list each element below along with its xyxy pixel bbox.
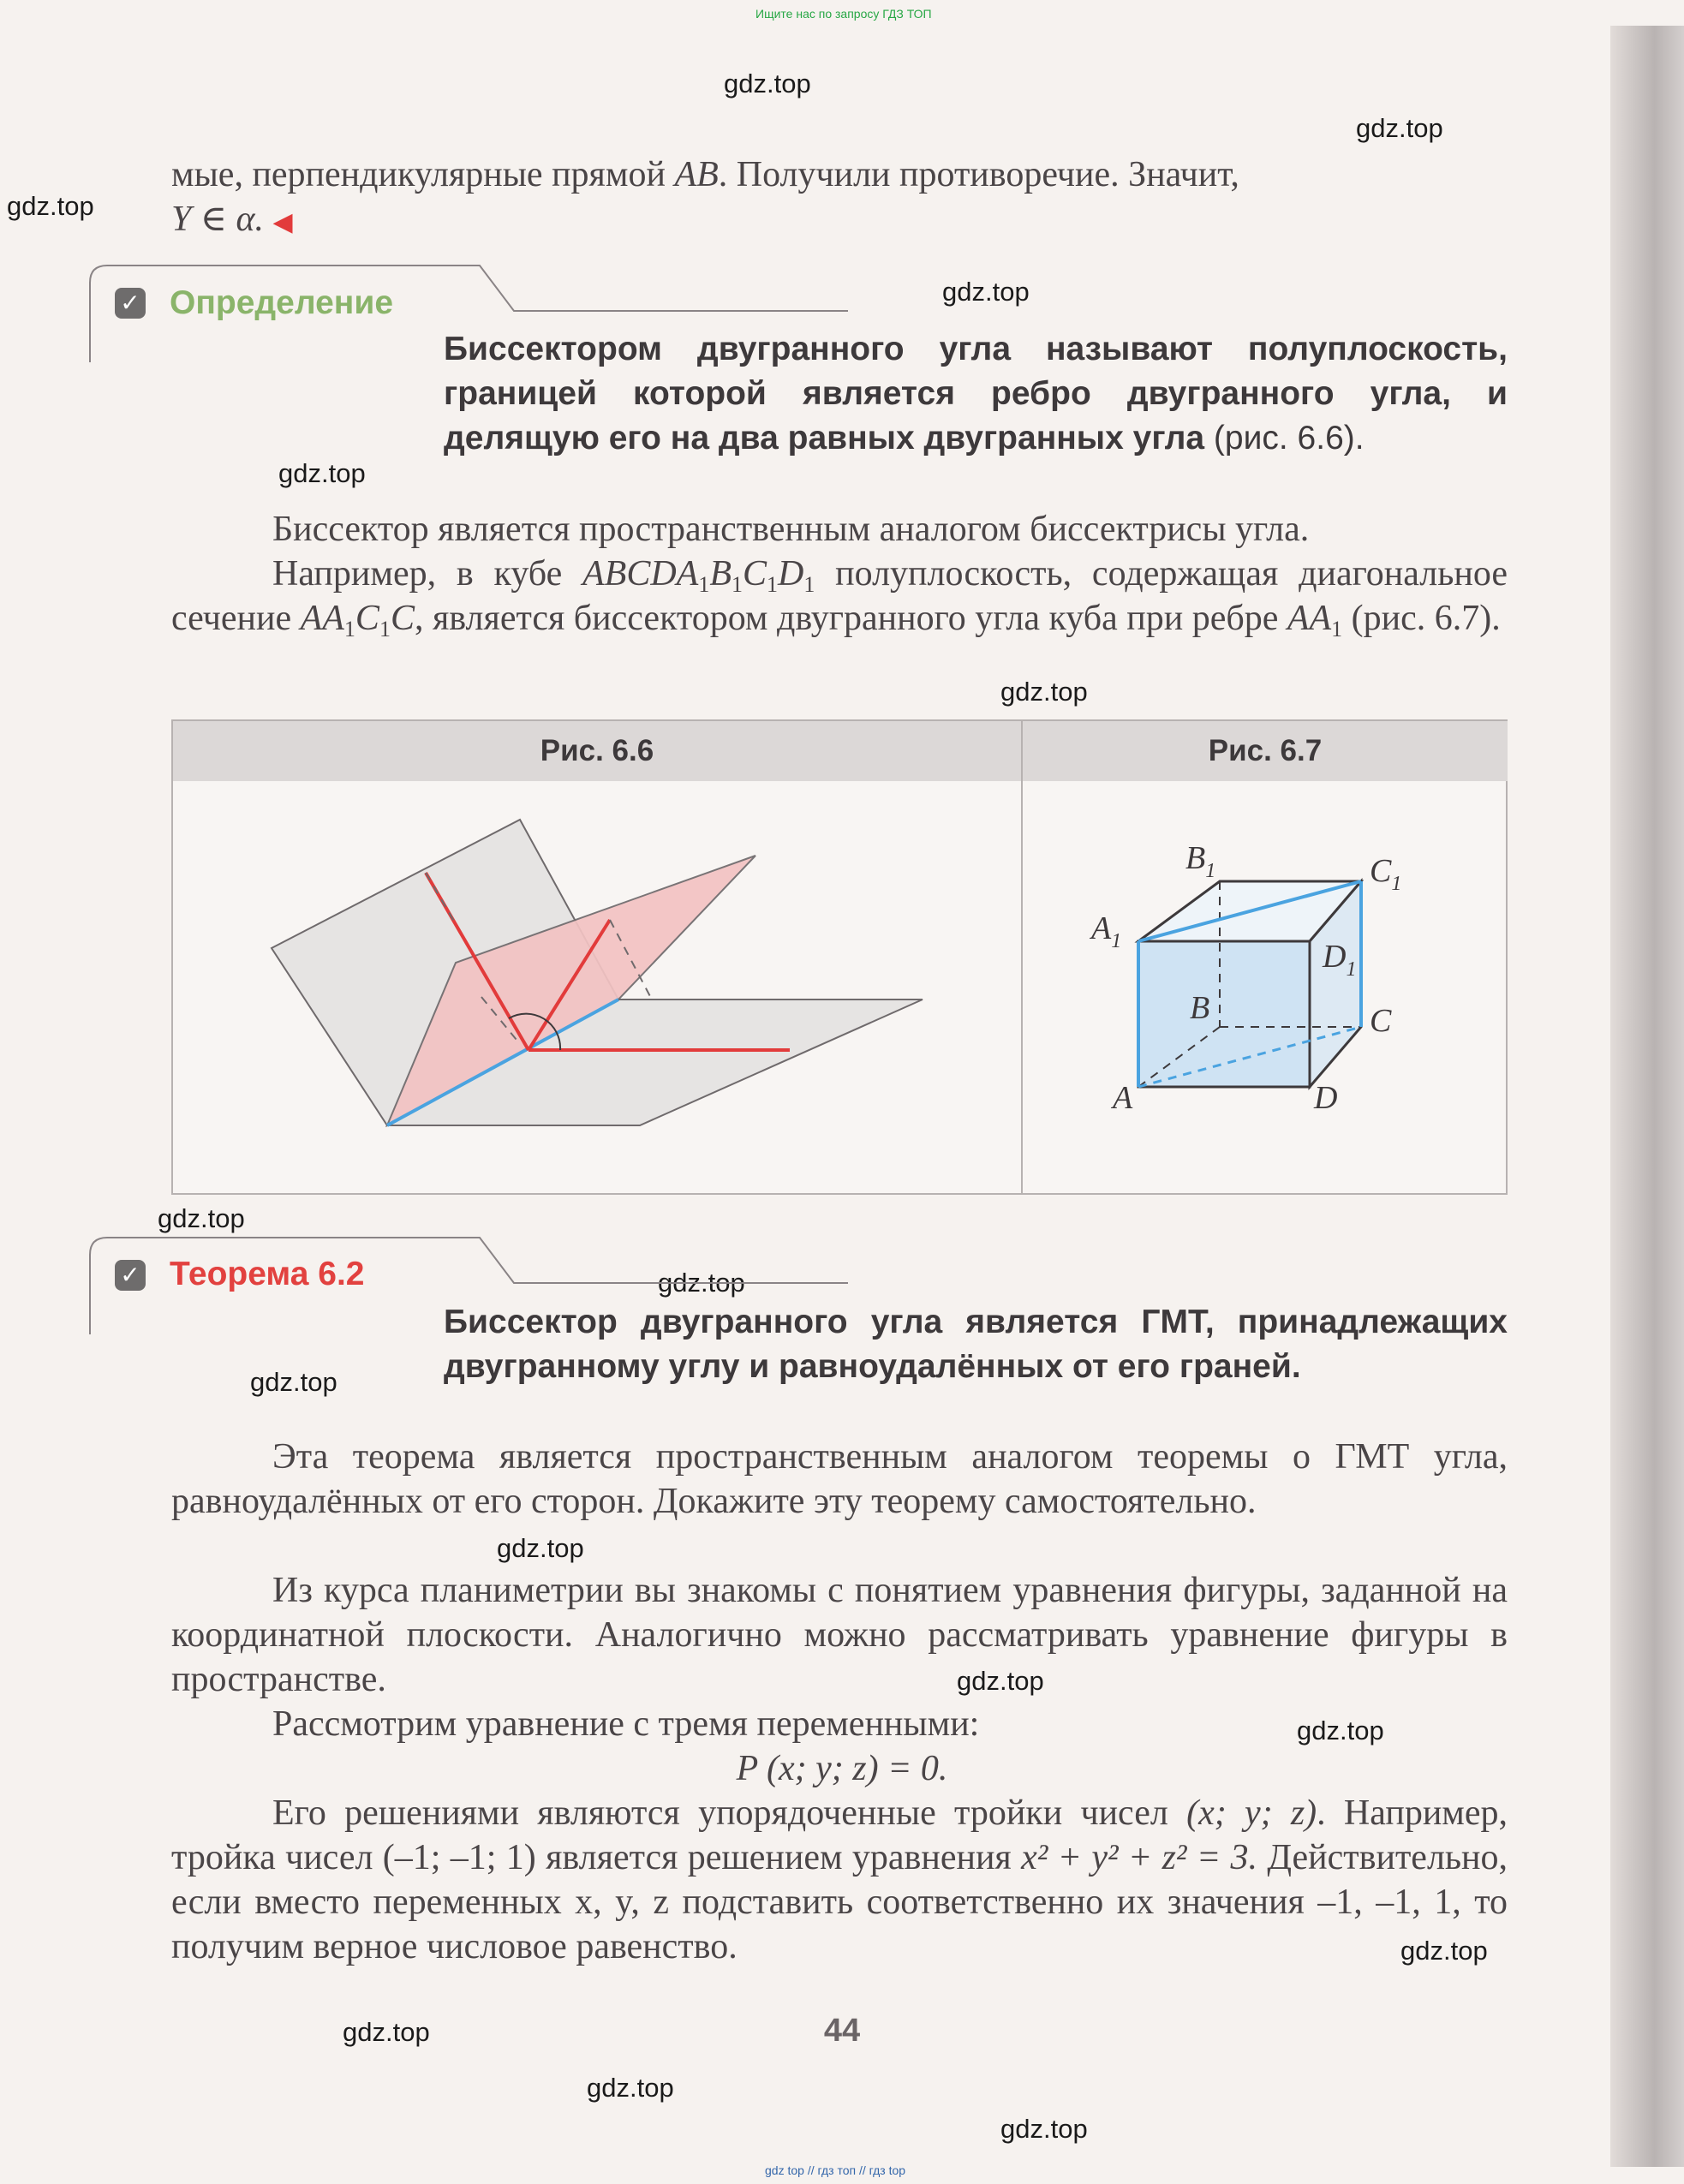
- figures-table: [171, 719, 1508, 1195]
- definition-text: Биссектором двугранного угла называют полуплоскость, границей которой является ребро двугранного угла, и делящую его на два равных двугранных угла (рис. 6.6).: [444, 331, 1508, 456]
- watermark: gdz.top: [1297, 1716, 1384, 1745]
- paragraph-cube-example: Например, в кубе $ABCDA_1B_1C_1D_1$ полуплоскость, содержащая диагональное сечение $AA_1C_1C$, является биссектором двугранного угла куба при ребре $AA_1$ (рис. 6.7).: [171, 554, 1508, 641]
- bottom-banner: gdz top // гдз топ // гдз top: [765, 2163, 906, 2177]
- label-d1: $D_1$: [1323, 939, 1357, 981]
- label-a1: $A_1$: [1091, 910, 1122, 952]
- theorem-title: Теорема 6.2: [170, 1256, 365, 1292]
- watermark: gdz.top: [658, 1268, 745, 1298]
- watermark: gdz.top: [1000, 677, 1088, 707]
- label-c1: $C_1$: [1370, 853, 1402, 895]
- watermark: gdz.top: [278, 458, 366, 488]
- page-number: 44: [823, 2013, 861, 2049]
- label-b: B: [1190, 990, 1210, 1026]
- figure-cube: [1023, 783, 1508, 1194]
- fig-6-7-title: Рис. 6.7: [1023, 721, 1508, 781]
- paragraph-figure-equation: Из курса планиметрии вы знакомы с понятием уравнения фигуры, заданной на координатной плоскости. Аналогично можно рассматривать уравнение фигуры в пространстве.: [171, 1571, 1508, 1699]
- cube-front-face: [1138, 941, 1310, 1087]
- watermark: gdz.top: [1000, 2114, 1088, 2144]
- label-b1: $B_1$: [1185, 840, 1216, 882]
- label-c: C: [1370, 1003, 1392, 1039]
- paragraph-theorem-analog: Эта теорема является пространственным аналогом теоремы о ГМТ угла, равноудалённых от его сторон. Докажите эту теорему самостоятельно.: [171, 1437, 1508, 1521]
- watermark: gdz.top: [7, 191, 94, 221]
- equation: P (x; y; z) = 0.: [736, 1749, 948, 1788]
- watermark: gdz.top: [250, 1367, 337, 1397]
- checkmark-icon: ✓: [115, 1260, 146, 1291]
- page-edge-shadow: [1610, 26, 1684, 2167]
- figure-dihedral-bisector: [173, 783, 1021, 1194]
- intro-paragraph: мые, перпендикулярные прямой AB. Получили противоречие. Значит, Y ∈ α. ◀: [171, 155, 1239, 239]
- label-d: D: [1314, 1080, 1338, 1116]
- theorem-text: Биссектор двугранного угла является ГМТ, принадлежащих двугранному углу и равноудалённых от его граней.: [444, 1304, 1508, 1385]
- paragraph-solutions: Его решениями являются упорядоченные тройки чисел (x; y; z). Например, тройка чисел (–1; –1; 1) является решением уравнения x² + y² + z² = 3. Действительно, если вместо переменных x, y, z подставить соответственно их значения –1, –1, 1, то получим верное числовое равенство.: [171, 1793, 1508, 1966]
- watermark: gdz.top: [497, 1533, 584, 1563]
- watermark: gdz.top: [942, 277, 1030, 307]
- watermark: gdz.top: [158, 1203, 245, 1233]
- watermark: gdz.top: [587, 2073, 674, 2103]
- label-a: A: [1113, 1080, 1133, 1116]
- watermark: gdz.top: [1400, 1936, 1488, 1966]
- paragraph-three-variables: Рассмотрим уравнение с тремя переменными:: [272, 1704, 980, 1744]
- end-of-proof-icon: ◀: [272, 208, 293, 236]
- definition-title: Определение: [170, 284, 394, 321]
- watermark: gdz.top: [957, 1666, 1044, 1696]
- fig-6-6-title: Рис. 6.6: [173, 721, 1023, 781]
- watermark: gdz.top: [1356, 113, 1443, 143]
- watermark: gdz.top: [343, 2017, 430, 2047]
- top-banner: Ищите нас по запросу ГДЗ ТОП: [755, 7, 932, 21]
- paragraph-bisector-analog: Биссектор является пространственным аналогом биссектрисы угла.: [272, 510, 1310, 549]
- checkmark-icon: ✓: [115, 288, 146, 319]
- watermark: gdz.top: [724, 69, 811, 98]
